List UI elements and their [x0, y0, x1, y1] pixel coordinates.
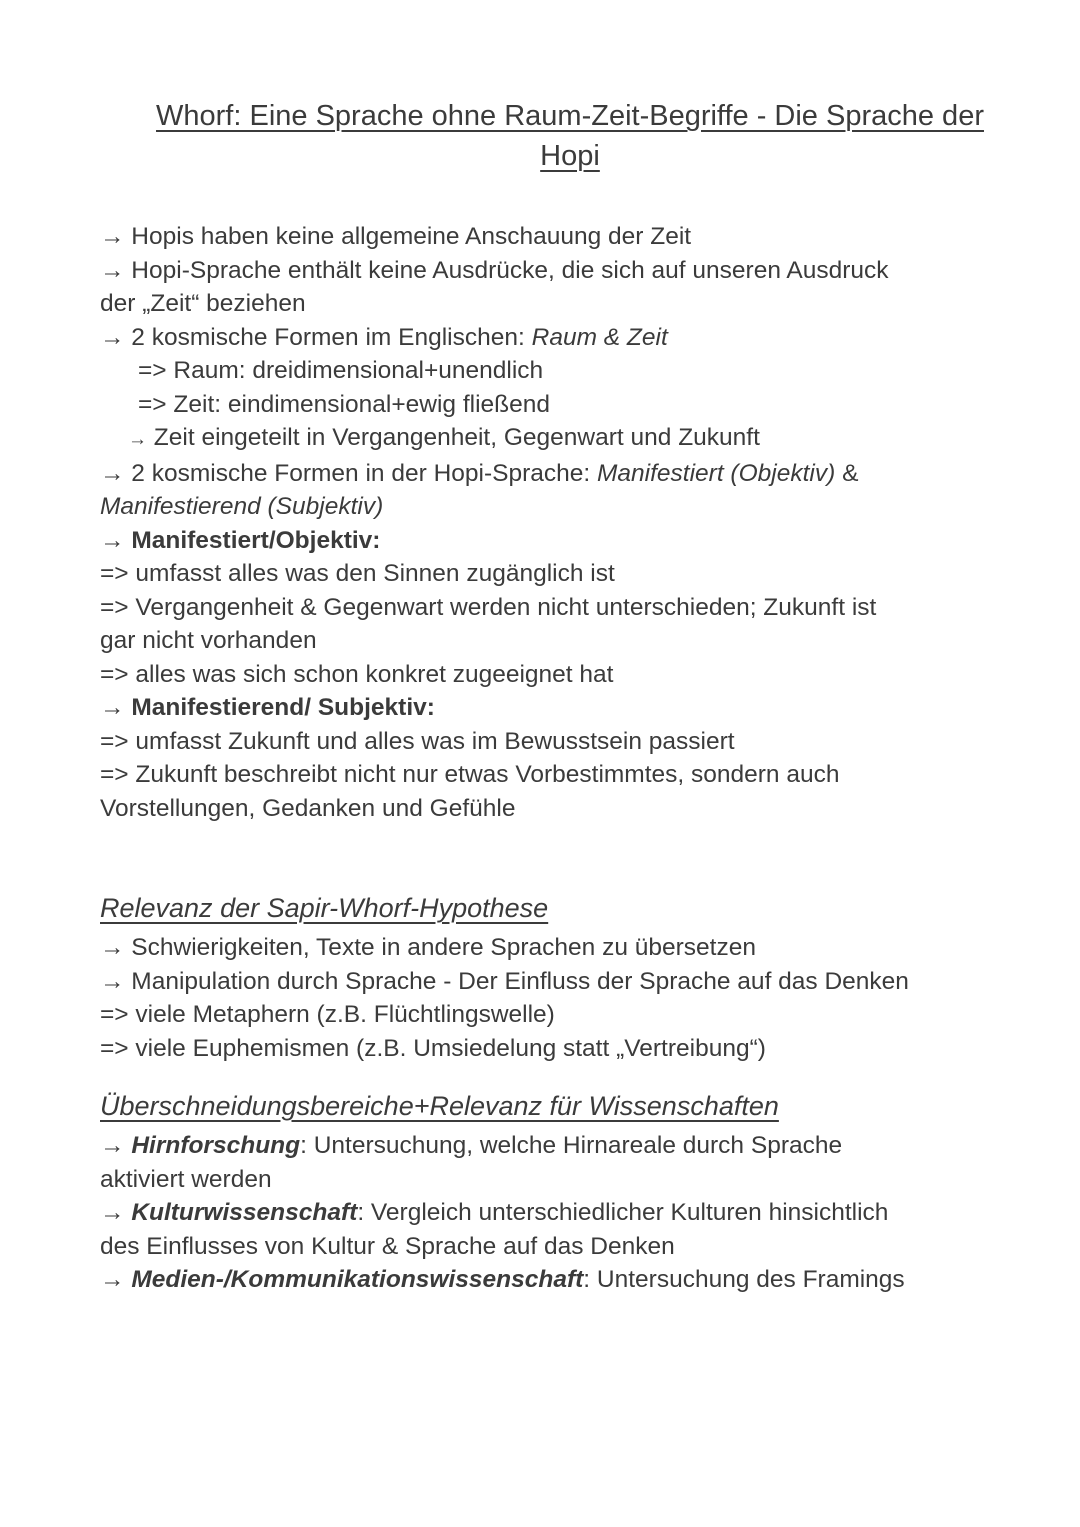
note-line: → 2 kosmische Formen in der Hopi-Sprache: Manifestiert (Objektiv) &: [100, 459, 859, 487]
note-line: → Manifestierend/ Subjektiv:: [100, 694, 435, 721]
note-subline: => Raum: dreidimensional+unendlich: [138, 357, 544, 384]
section-heading-wissenschaften: Überschneidungsbereiche+Relevanz für Wissenschaften: [100, 1091, 779, 1121]
note-line: → Hopis haben keine allgemeine Anschauung der Zeit: [100, 223, 692, 250]
note-subline: => Zeit: eindimensional+ewig fließend: [138, 390, 550, 418]
section-gap: [100, 825, 1040, 889]
page-title-line-2: Hopi: [540, 140, 600, 172]
section-wissenschaften: [100, 1087, 1040, 1297]
section-heading-relevanz: Relevanz der Sapir-Whorf-Hypothese: [100, 893, 549, 923]
note-line: → Medien-/Kommunikationswissenschaft: Untersuchung des Framings: [100, 1266, 905, 1293]
note-line-continuation: des Einflusses von Kultur & Sprache auf das Denken: [100, 1232, 675, 1260]
note-line: => Vergangenheit & Gegenwart werden nicht unterschieden; Zukunft ist: [100, 593, 877, 621]
note-line: → Manipulation durch Sprache - Der Einfluss der Sprache auf das Denken: [100, 967, 909, 995]
note-line: => viele Metaphern (z.B. Flüchtlingswelle): [100, 1001, 555, 1028]
note-line-continuation: aktiviert werden: [100, 1165, 272, 1193]
note-line: → 2 kosmische Formen im Englischen: Raum & Zeit: [100, 323, 668, 351]
page-title-line-1: Whorf: Eine Sprache ohne Raum-Zeit-Begriffe - Die Sprache der: [156, 100, 984, 132]
note-line: → Kulturwissenschaft: Vergleich unterschiedlicher Kulturen hinsichtlich: [100, 1199, 889, 1226]
note-line: => umfasst Zukunft und alles was im Bewusstsein passiert: [100, 727, 735, 755]
note-line: => viele Euphemismen (z.B. Umsiedelung statt „Vertreibung“): [100, 1034, 766, 1062]
note-line: → Manifestiert/Objektiv:: [100, 526, 381, 554]
note-subline-small-arrow: → Zeit eingeteilt in Vergangenheit, Gegenwart und Zukunft: [128, 424, 760, 451]
note-line-continuation: Vorstellungen, Gedanken und Gefühle: [100, 794, 516, 822]
section-hopi-notes: [100, 220, 1040, 825]
page-title: [100, 96, 1040, 176]
note-line: => umfasst alles was den Sinnen zugänglich ist: [100, 560, 615, 587]
note-line-continuation: gar nicht vorhanden: [100, 627, 317, 654]
note-line-continuation: Manifestierend (Subjektiv): [100, 493, 384, 520]
note-line: → Hirnforschung: Untersuchung, welche Hirnareale durch Sprache: [100, 1132, 843, 1159]
section-relevanz: [100, 889, 1040, 1065]
note-line: → Hopi-Sprache enthält keine Ausdrücke, die sich auf unseren Ausdruck: [100, 256, 889, 284]
small-arrow-icon: →: [128, 429, 147, 450]
section-gap: [100, 1065, 1040, 1087]
note-line: => alles was sich schon konkret zugeeignet hat: [100, 660, 614, 688]
note-line: => Zukunft beschreibt nicht nur etwas Vorbestimmtes, sondern auch: [100, 761, 840, 788]
note-line: → Schwierigkeiten, Texte in andere Sprachen zu übersetzen: [100, 934, 756, 961]
note-line-continuation: der „Zeit“ beziehen: [100, 290, 306, 317]
